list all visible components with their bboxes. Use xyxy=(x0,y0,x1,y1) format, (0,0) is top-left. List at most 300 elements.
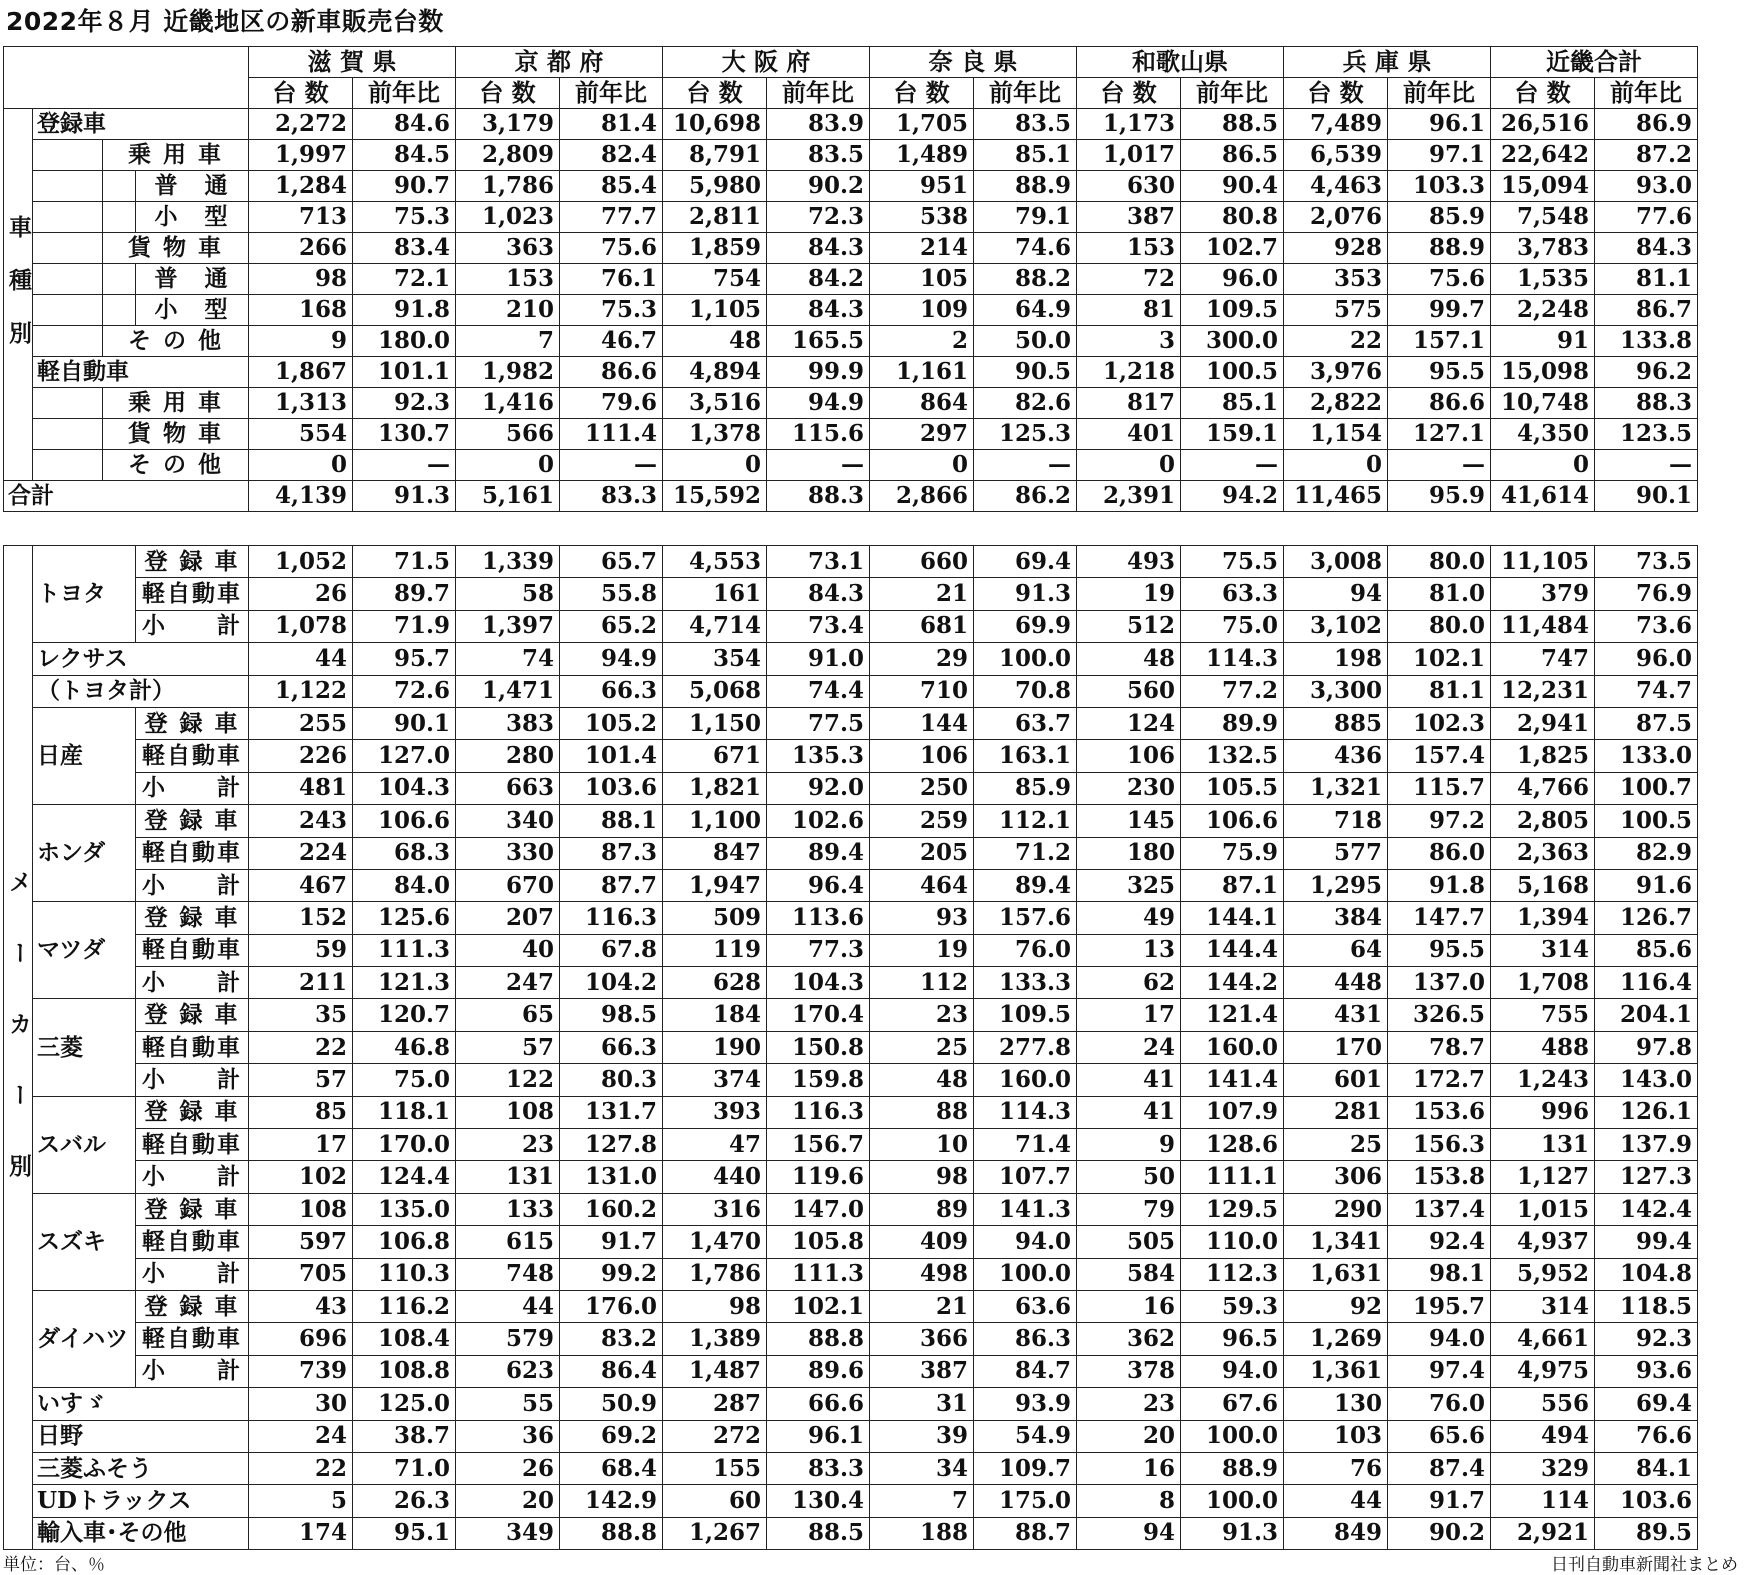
ratio-header: 前年比 xyxy=(767,78,870,109)
maker-row xyxy=(4,643,1698,675)
count-cell: 353 xyxy=(1284,264,1388,295)
count-cell: 1,078 xyxy=(249,610,353,642)
ratio-cell: 102.6 xyxy=(767,805,870,837)
count-cell: 5,161 xyxy=(456,481,560,512)
ratio-cell: 135.0 xyxy=(353,1193,456,1225)
ratio-cell: 63.7 xyxy=(974,707,1077,739)
ratio-cell: 86.3 xyxy=(974,1323,1077,1355)
ratio-cell: 123.5 xyxy=(1595,419,1698,450)
count-cell: 10,698 xyxy=(663,109,767,140)
count-cell: 81 xyxy=(1077,295,1181,326)
count-cell: 464 xyxy=(870,869,974,901)
count-cell: 754 xyxy=(663,264,767,295)
ratio-cell: 143.0 xyxy=(1595,1064,1698,1096)
maker-sub-label: 軽自動車 xyxy=(136,1323,249,1355)
count-cell: 5,168 xyxy=(1491,869,1595,901)
prefecture-header: 大 阪 府 xyxy=(663,47,870,78)
count-cell: 1,267 xyxy=(663,1517,767,1549)
indent-cell xyxy=(103,295,136,326)
ratio-cell: 98.5 xyxy=(560,999,663,1031)
ratio-cell: 125.0 xyxy=(353,1388,456,1420)
count-cell: 1,470 xyxy=(663,1226,767,1258)
ratio-cell: 65.6 xyxy=(1388,1420,1491,1452)
count-cell: 4,975 xyxy=(1491,1355,1595,1387)
ratio-cell: 114.3 xyxy=(974,1096,1077,1128)
ratio-cell: 95.9 xyxy=(1388,481,1491,512)
maker-sub-label: 登 録 車 xyxy=(136,546,249,578)
prefecture-header: 京 都 府 xyxy=(456,47,663,78)
count-cell: 72 xyxy=(1077,264,1181,295)
ratio-cell: 46.7 xyxy=(560,326,663,357)
ratio-cell: 156.3 xyxy=(1388,1129,1491,1161)
count-cell: 1,023 xyxy=(456,202,560,233)
count-cell: 29 xyxy=(870,643,974,675)
count-cell: 290 xyxy=(1284,1193,1388,1225)
count-cell: 19 xyxy=(870,934,974,966)
count-cell: 440 xyxy=(663,1161,767,1193)
count-cell: 1,122 xyxy=(249,675,353,707)
ratio-cell: 88.2 xyxy=(974,264,1077,295)
maker-row xyxy=(4,1258,1698,1290)
count-cell: 505 xyxy=(1077,1226,1181,1258)
count-cell: 556 xyxy=(1491,1388,1595,1420)
ratio-cell: 75.3 xyxy=(353,202,456,233)
count-cell: 713 xyxy=(249,202,353,233)
ratio-cell: 98.1 xyxy=(1388,1258,1491,1290)
count-cell: 1,859 xyxy=(663,233,767,264)
ratio-cell: 127.0 xyxy=(353,740,456,772)
count-cell: 22 xyxy=(249,1031,353,1063)
ratio-cell: 116.2 xyxy=(353,1290,456,1322)
ratio-cell: 107.9 xyxy=(1181,1096,1284,1128)
ratio-cell: 93.0 xyxy=(1595,171,1698,202)
maker-sub-label: 小 計 xyxy=(136,1064,249,1096)
count-cell: 1,361 xyxy=(1284,1355,1388,1387)
maker-row xyxy=(4,869,1698,901)
count-cell: 41 xyxy=(1077,1064,1181,1096)
count-cell: 24 xyxy=(1077,1031,1181,1063)
count-cell: 92 xyxy=(1284,1290,1388,1322)
ratio-cell: 73.4 xyxy=(767,610,870,642)
ratio-cell: 130.4 xyxy=(767,1485,870,1517)
indent-cell xyxy=(33,233,103,264)
ratio-cell: 90.1 xyxy=(353,707,456,739)
count-cell: 498 xyxy=(870,1258,974,1290)
ratio-cell: 133.8 xyxy=(1595,326,1698,357)
ratio-cell: 77.3 xyxy=(767,934,870,966)
count-cell: 16 xyxy=(1077,1290,1181,1322)
ratio-cell: 99.4 xyxy=(1595,1226,1698,1258)
ratio-cell: 75.9 xyxy=(1181,837,1284,869)
ratio-cell: 69.4 xyxy=(1595,1388,1698,1420)
maker-sub-label: 小 計 xyxy=(136,967,249,999)
ratio-cell: 100.5 xyxy=(1595,805,1698,837)
ratio-cell: 107.7 xyxy=(974,1161,1077,1193)
ratio-cell: 84.3 xyxy=(767,233,870,264)
count-cell: 597 xyxy=(249,1226,353,1258)
indent-cell xyxy=(33,202,103,233)
count-cell: 8 xyxy=(1077,1485,1181,1517)
maker-row xyxy=(4,1323,1698,1355)
ratio-cell: 81.1 xyxy=(1595,264,1698,295)
prefecture-header: 和歌山県 xyxy=(1077,47,1284,78)
ratio-cell: 106.6 xyxy=(1181,805,1284,837)
count-cell: 864 xyxy=(870,388,974,419)
ratio-cell: 121.3 xyxy=(353,967,456,999)
ratio-cell: 157.1 xyxy=(1388,326,1491,357)
maker-row xyxy=(4,772,1698,804)
vehicle-type-row xyxy=(4,109,1698,140)
maker-sub-label: 小 計 xyxy=(136,1355,249,1387)
ratio-cell: 59.3 xyxy=(1181,1290,1284,1322)
ratio-cell: 94.9 xyxy=(767,388,870,419)
count-cell: 1,150 xyxy=(663,707,767,739)
count-cell: 387 xyxy=(1077,202,1181,233)
count-cell: 105 xyxy=(870,264,974,295)
ratio-cell: 76.9 xyxy=(1595,578,1698,610)
ratio-cell: 96.4 xyxy=(767,869,870,901)
ratio-cell: 69.2 xyxy=(560,1420,663,1452)
count-cell: 106 xyxy=(1077,740,1181,772)
ratio-cell: 89.6 xyxy=(767,1355,870,1387)
ratio-cell: 89.5 xyxy=(1595,1517,1698,1549)
count-cell: 847 xyxy=(663,837,767,869)
ratio-cell: 74.7 xyxy=(1595,675,1698,707)
count-cell: 1,243 xyxy=(1491,1064,1595,1096)
prefecture-header: 近畿合計 xyxy=(1491,47,1698,78)
ratio-cell: 108.8 xyxy=(353,1355,456,1387)
ratio-cell: 88.5 xyxy=(1181,109,1284,140)
ratio-cell: 96.1 xyxy=(1388,109,1491,140)
maker-row xyxy=(4,1452,1698,1484)
count-cell: 1,825 xyxy=(1491,740,1595,772)
maker-table xyxy=(3,545,1698,1550)
count-cell: 4,350 xyxy=(1491,419,1595,450)
ratio-cell: 86.7 xyxy=(1595,295,1698,326)
count-cell: 2,941 xyxy=(1491,707,1595,739)
count-cell: 161 xyxy=(663,578,767,610)
ratio-cell: 94.0 xyxy=(1181,1355,1284,1387)
ratio-cell: 63.6 xyxy=(974,1290,1077,1322)
maker-sub-label: 登 録 車 xyxy=(136,1096,249,1128)
count-cell: 314 xyxy=(1491,934,1595,966)
count-cell: 378 xyxy=(1077,1355,1181,1387)
ratio-cell: — xyxy=(767,450,870,481)
ratio-cell: 109.5 xyxy=(974,999,1077,1031)
ratio-cell: 156.7 xyxy=(767,1129,870,1161)
ratio-cell: 85.6 xyxy=(1595,934,1698,966)
ratio-cell: 90.7 xyxy=(353,171,456,202)
ratio-cell: 75.5 xyxy=(1181,546,1284,578)
count-cell: 2,822 xyxy=(1284,388,1388,419)
ratio-cell: 83.5 xyxy=(767,140,870,171)
ratio-cell: 104.3 xyxy=(767,967,870,999)
ratio-cell: 88.3 xyxy=(767,481,870,512)
count-cell: 17 xyxy=(1077,999,1181,1031)
count-cell: 325 xyxy=(1077,869,1181,901)
ratio-cell: 91.6 xyxy=(1595,869,1698,901)
ratio-cell: 132.5 xyxy=(1181,740,1284,772)
count-cell: 10 xyxy=(870,1129,974,1161)
count-cell: 1,321 xyxy=(1284,772,1388,804)
ratio-cell: 75.0 xyxy=(353,1064,456,1096)
count-header: 台 数 xyxy=(456,78,560,109)
count-cell: 393 xyxy=(663,1096,767,1128)
maker-row xyxy=(4,999,1698,1031)
ratio-cell: 95.5 xyxy=(1388,934,1491,966)
ratio-cell: 92.3 xyxy=(353,388,456,419)
ratio-cell: — xyxy=(1595,450,1698,481)
count-cell: 20 xyxy=(1077,1420,1181,1452)
ratio-cell: 85.9 xyxy=(974,772,1077,804)
ratio-cell: 97.1 xyxy=(1388,140,1491,171)
count-cell: 1,127 xyxy=(1491,1161,1595,1193)
count-cell: 26,516 xyxy=(1491,109,1595,140)
ratio-cell: 114.3 xyxy=(1181,643,1284,675)
row-label: 普 通 xyxy=(136,171,249,202)
ratio-cell: 109.5 xyxy=(1181,295,1284,326)
count-cell: 584 xyxy=(1077,1258,1181,1290)
maker-sub-label: 登 録 車 xyxy=(136,707,249,739)
count-cell: 44 xyxy=(1284,1485,1388,1517)
count-cell: 316 xyxy=(663,1193,767,1225)
count-cell: 2,363 xyxy=(1491,837,1595,869)
ratio-cell: 67.6 xyxy=(1181,1388,1284,1420)
count-cell: 4,714 xyxy=(663,610,767,642)
ratio-cell: 141.3 xyxy=(974,1193,1077,1225)
ratio-cell: 133.3 xyxy=(974,967,1077,999)
count-cell: 5,068 xyxy=(663,675,767,707)
ratio-cell: 91.3 xyxy=(1181,1517,1284,1549)
ratio-cell: 85.9 xyxy=(1388,202,1491,233)
count-header: 台 数 xyxy=(1077,78,1181,109)
ratio-cell: 87.4 xyxy=(1388,1452,1491,1484)
ratio-cell: 46.8 xyxy=(353,1031,456,1063)
ratio-cell: 116.4 xyxy=(1595,967,1698,999)
maker-row xyxy=(4,610,1698,642)
ratio-cell: 92.3 xyxy=(1595,1323,1698,1355)
count-cell: 354 xyxy=(663,643,767,675)
count-cell: 628 xyxy=(663,967,767,999)
count-cell: 0 xyxy=(1077,450,1181,481)
ratio-cell: 91.7 xyxy=(560,1226,663,1258)
count-cell: 817 xyxy=(1077,388,1181,419)
count-cell: 630 xyxy=(1077,171,1181,202)
maker-row xyxy=(4,1096,1698,1128)
ratio-cell: 95.5 xyxy=(1388,357,1491,388)
vehicle-type-row xyxy=(4,171,1698,202)
source-note: 日刊自動車新聞社まとめ xyxy=(1551,1555,1738,1575)
ratio-cell: 67.8 xyxy=(560,934,663,966)
count-cell: 0 xyxy=(456,450,560,481)
count-cell: 25 xyxy=(870,1031,974,1063)
maker-sub-label: 小 計 xyxy=(136,772,249,804)
ratio-cell: 85.1 xyxy=(1181,388,1284,419)
unit-note: 単位：台、％ xyxy=(3,1555,105,1575)
count-cell: 152 xyxy=(249,902,353,934)
maker-row xyxy=(4,967,1698,999)
ratio-cell: 102.1 xyxy=(767,1290,870,1322)
ratio-cell: 76.0 xyxy=(974,934,1077,966)
count-cell: 230 xyxy=(1077,772,1181,804)
ratio-cell: 83.9 xyxy=(767,109,870,140)
ratio-cell: 163.1 xyxy=(974,740,1077,772)
count-cell: 16 xyxy=(1077,1452,1181,1484)
ratio-cell: 84.2 xyxy=(767,264,870,295)
count-cell: 579 xyxy=(456,1323,560,1355)
ratio-cell: 100.7 xyxy=(1595,772,1698,804)
indent-cell xyxy=(103,264,136,295)
count-cell: 1,341 xyxy=(1284,1226,1388,1258)
ratio-cell: 64.9 xyxy=(974,295,1077,326)
ratio-cell: 81.0 xyxy=(1388,578,1491,610)
ratio-cell: 137.4 xyxy=(1388,1193,1491,1225)
maker-row xyxy=(4,675,1698,707)
ratio-cell: 105.8 xyxy=(767,1226,870,1258)
ratio-cell: 100.0 xyxy=(1181,1420,1284,1452)
indent-cell xyxy=(33,388,103,419)
ratio-cell: 103.3 xyxy=(1388,171,1491,202)
ratio-cell: 106.8 xyxy=(353,1226,456,1258)
count-cell: 363 xyxy=(456,233,560,264)
ratio-cell: 97.4 xyxy=(1388,1355,1491,1387)
indent-cell xyxy=(103,171,136,202)
count-cell: 554 xyxy=(249,419,353,450)
ratio-cell: 82.4 xyxy=(560,140,663,171)
indent-cell xyxy=(33,264,103,295)
maker-row xyxy=(4,805,1698,837)
count-cell: 509 xyxy=(663,902,767,934)
ratio-cell: 153.8 xyxy=(1388,1161,1491,1193)
count-cell: 2,391 xyxy=(1077,481,1181,512)
count-cell: 23 xyxy=(456,1129,560,1161)
maker-row xyxy=(4,546,1698,578)
prefecture-header: 滋 賀 県 xyxy=(249,47,456,78)
ratio-cell: — xyxy=(1181,450,1284,481)
ratio-cell: 69.9 xyxy=(974,610,1077,642)
maker-name: （トヨタ計） xyxy=(33,675,249,707)
ratio-cell: 126.1 xyxy=(1595,1096,1698,1128)
count-cell: 22 xyxy=(249,1452,353,1484)
count-cell: 1,161 xyxy=(870,357,974,388)
count-cell: 0 xyxy=(1491,450,1595,481)
count-cell: 330 xyxy=(456,837,560,869)
vehicle-type-row xyxy=(4,140,1698,171)
maker-name: 日産 xyxy=(33,707,136,804)
count-cell: 710 xyxy=(870,675,974,707)
ratio-cell: 90.2 xyxy=(1388,1517,1491,1549)
count-cell: 6,539 xyxy=(1284,140,1388,171)
count-cell: 168 xyxy=(249,295,353,326)
ratio-cell: 111.3 xyxy=(767,1258,870,1290)
ratio-cell: 50.9 xyxy=(560,1388,663,1420)
count-cell: 93 xyxy=(870,902,974,934)
count-cell: 22 xyxy=(1284,326,1388,357)
ratio-cell: 84.0 xyxy=(353,869,456,901)
count-cell: 314 xyxy=(1491,1290,1595,1322)
count-cell: 3 xyxy=(1077,326,1181,357)
indent-cell xyxy=(33,326,103,357)
ratio-cell: 88.7 xyxy=(974,1517,1077,1549)
count-cell: 1,471 xyxy=(456,675,560,707)
count-cell: 62 xyxy=(1077,967,1181,999)
ratio-cell: 116.3 xyxy=(767,1096,870,1128)
count-cell: 102 xyxy=(249,1161,353,1193)
maker-row xyxy=(4,1355,1698,1387)
count-cell: 512 xyxy=(1077,610,1181,642)
count-cell: 1,867 xyxy=(249,357,353,388)
ratio-cell: 91.8 xyxy=(353,295,456,326)
count-cell: 488 xyxy=(1491,1031,1595,1063)
ratio-cell: 74.4 xyxy=(767,675,870,707)
ratio-cell: 86.2 xyxy=(974,481,1077,512)
count-cell: 1,339 xyxy=(456,546,560,578)
count-cell: 2,811 xyxy=(663,202,767,233)
count-cell: 575 xyxy=(1284,295,1388,326)
count-cell: 21 xyxy=(870,578,974,610)
count-cell: 4,766 xyxy=(1491,772,1595,804)
count-cell: 31 xyxy=(870,1388,974,1420)
ratio-cell: — xyxy=(353,450,456,481)
ratio-cell: 326.5 xyxy=(1388,999,1491,1031)
ratio-cell: 84.1 xyxy=(1595,1452,1698,1484)
ratio-cell: 96.0 xyxy=(1181,264,1284,295)
ratio-cell: 170.4 xyxy=(767,999,870,1031)
ratio-cell: 105.2 xyxy=(560,707,663,739)
prefecture-header: 奈 良 県 xyxy=(870,47,1077,78)
ratio-cell: 99.9 xyxy=(767,357,870,388)
count-cell: 0 xyxy=(1284,450,1388,481)
ratio-cell: 92.4 xyxy=(1388,1226,1491,1258)
ratio-cell: 75.6 xyxy=(1388,264,1491,295)
count-cell: 60 xyxy=(663,1485,767,1517)
ratio-cell: 71.5 xyxy=(353,546,456,578)
count-cell: 7,489 xyxy=(1284,109,1388,140)
count-cell: 366 xyxy=(870,1323,974,1355)
vehicle-type-table xyxy=(3,46,1698,512)
count-cell: 0 xyxy=(663,450,767,481)
ratio-cell: 91.3 xyxy=(353,481,456,512)
maker-name: レクサス xyxy=(33,643,249,675)
count-cell: 198 xyxy=(1284,643,1388,675)
count-cell: 3,783 xyxy=(1491,233,1595,264)
maker-name: UDトラックス xyxy=(33,1485,249,1517)
count-cell: 57 xyxy=(249,1064,353,1096)
ratio-cell: 87.3 xyxy=(560,837,663,869)
ratio-cell: 144.2 xyxy=(1181,967,1284,999)
maker-sub-label: 軽自動車 xyxy=(136,1226,249,1258)
ratio-cell: 66.3 xyxy=(560,1031,663,1063)
count-cell: 64 xyxy=(1284,934,1388,966)
row-label: そ の 他 xyxy=(103,450,249,481)
count-cell: 131 xyxy=(1491,1129,1595,1161)
ratio-header: 前年比 xyxy=(1181,78,1284,109)
maker-row xyxy=(4,740,1698,772)
count-cell: 58 xyxy=(456,578,560,610)
ratio-cell: 91.7 xyxy=(1388,1485,1491,1517)
ratio-cell: 137.0 xyxy=(1388,967,1491,999)
count-header: 台 数 xyxy=(663,78,767,109)
count-cell: 748 xyxy=(456,1258,560,1290)
count-cell: 1,786 xyxy=(663,1258,767,1290)
count-cell: 329 xyxy=(1491,1452,1595,1484)
count-cell: 1,105 xyxy=(663,295,767,326)
ratio-cell: 87.1 xyxy=(1181,869,1284,901)
indent-cell xyxy=(33,295,103,326)
count-cell: 40 xyxy=(456,934,560,966)
count-cell: 660 xyxy=(870,546,974,578)
count-cell: 5 xyxy=(249,1485,353,1517)
